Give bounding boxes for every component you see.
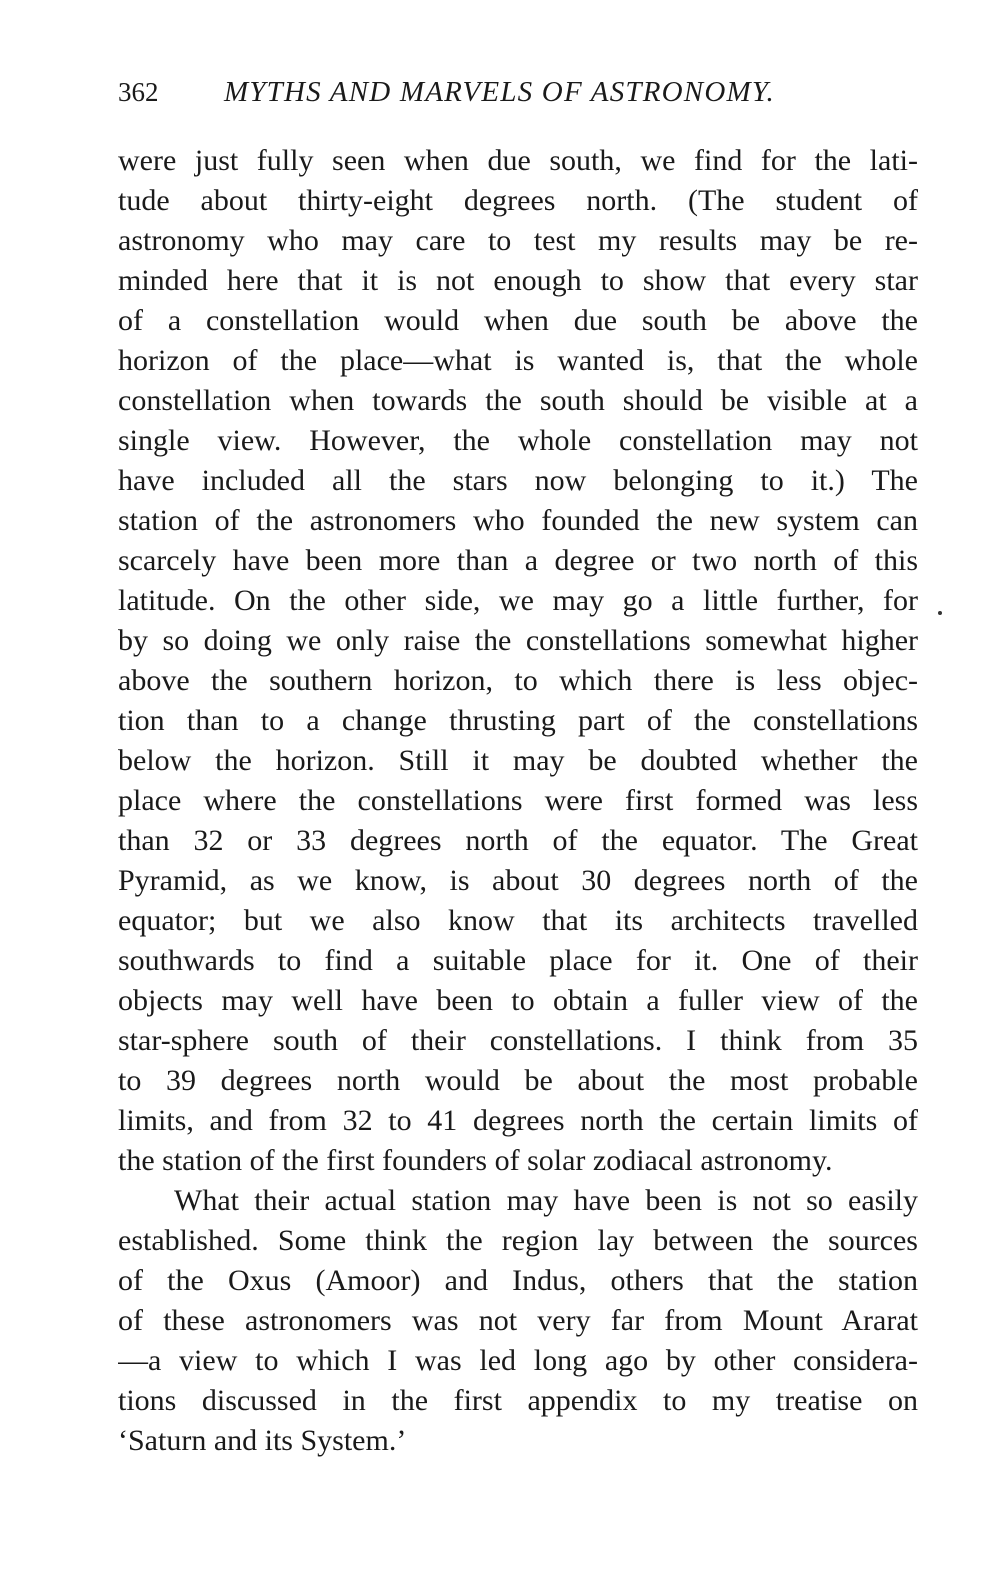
text-line: below the horizon. Still it may be doubted whether the [118,744,918,777]
text-line: of the Oxus (Amoor) and Indus, others that the station [118,1264,918,1297]
page-number: 362 [118,77,159,107]
text-line: equator; but we also know that its architects travelled [118,904,918,937]
text-line: horizon of the place—what is wanted is, that the whole [118,344,918,377]
text-line: have included all the stars now belonging to it.) The [118,464,918,497]
text-line: limits, and from 32 to 41 degrees north the certain limits of [118,1104,918,1137]
text-line: southwards to find a suitable place for it. One of their [118,944,918,977]
text-line: of a constellation would when due south be above the [118,304,918,337]
text-line: ‘Saturn and its System.’ [118,1424,407,1457]
text-line: the station of the first founders of solar zodiacal astronomy. [118,1144,833,1177]
text-line: above the southern horizon, to which there is less objec- [118,664,918,697]
text-line: single view. However, the whole constellation may not [118,424,918,457]
text-line: latitude. On the other side, we may go a little further, for [118,584,918,617]
text-line: were just fully seen when due south, we find for the lati- [118,144,918,177]
text-line: established. Some think the region lay between the sources [118,1224,918,1257]
text-line: minded here that it is not enough to show that every star [118,264,918,297]
text-line: to 39 degrees north would be about the most probable [118,1064,918,1097]
text-line: scarcely have been more than a degree or two north of this [118,544,918,577]
text-line: objects may well have been to obtain a fuller view of the [118,984,918,1017]
text-line: tions discussed in the first appendix to my treatise on [118,1384,918,1417]
text-line: —a view to which I was led long ago by other considera- [118,1344,918,1377]
text-line: of these astronomers was not very far from Mount Ararat [118,1304,918,1337]
text-line: tion than to a change thrusting part of the constellations [118,704,918,737]
text-line: tude about thirty-eight degrees north. (The student of [118,184,918,217]
running-title: MYTHS AND MARVELS OF ASTRONOMY. [224,76,775,108]
ink-speck [938,611,942,615]
text-line: star-sphere south of their constellations. I think from 35 [118,1024,918,1057]
text-line: by so doing we only raise the constellations somewhat higher [118,624,918,657]
text-line: than 32 or 33 degrees north of the equator. The Great [118,824,918,857]
body-text [118,141,918,1461]
text-line: constellation when towards the south should be visible at a [118,384,918,417]
running-head [118,72,918,112]
text-line: station of the astronomers who founded the new system can [118,504,918,537]
text-line: What their actual station may have been is not so easily [174,1184,918,1217]
paragraph [118,141,918,1181]
text-line: place where the constellations were first formed was less [118,784,918,817]
paragraph [118,1181,918,1461]
text-line: astronomy who may care to test my results may be re- [118,224,918,257]
text-line: Pyramid, as we know, is about 30 degrees north of the [118,864,918,897]
